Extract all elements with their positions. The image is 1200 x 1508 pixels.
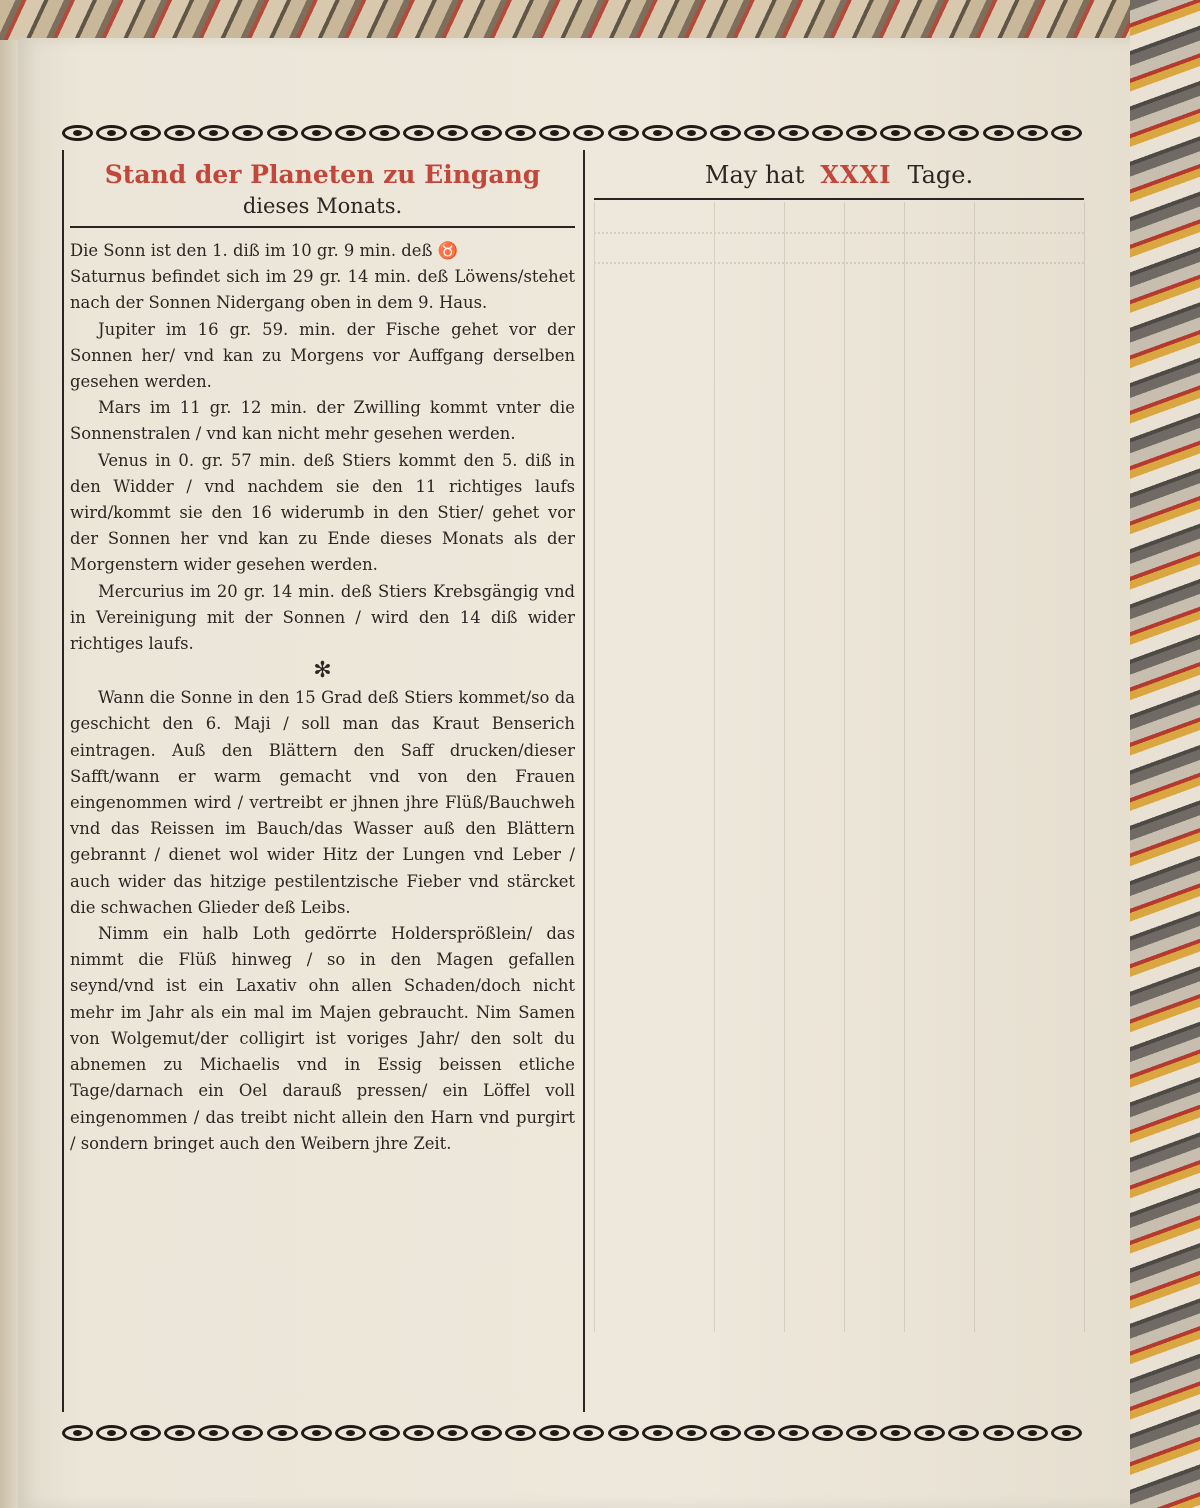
border-ornament [1017, 1425, 1048, 1441]
border-ornament [914, 125, 945, 141]
border-ornament [267, 1425, 298, 1441]
border-ornament [1051, 1425, 1082, 1441]
border-ornament [608, 1425, 639, 1441]
border-ornament [505, 1425, 536, 1441]
border-ornament [608, 125, 639, 141]
border-ornament [335, 1425, 366, 1441]
ghost-column-line [904, 202, 905, 1332]
border-ornament [778, 125, 809, 141]
border-ornament [880, 1425, 911, 1441]
border-ornament [710, 1425, 741, 1441]
border-ornament [573, 125, 604, 141]
planets-subheading: dieses Monats. [242, 194, 403, 218]
border-ornament [539, 1425, 570, 1441]
border-ornament [812, 1425, 843, 1441]
border-ornament [130, 1425, 161, 1441]
border-ornament [710, 125, 741, 141]
ornamental-border-top [62, 118, 1082, 148]
heading-rule [70, 226, 575, 228]
ghost-column-line [714, 202, 715, 1332]
month-heading-rule [594, 198, 1084, 200]
paragraph-sun: Die Sonn ist den 1. diß im 10 gr. 9 min. deß ♉ [70, 241, 459, 260]
border-ornament [539, 125, 570, 141]
border-ornament [232, 125, 263, 141]
ghost-column-line [1084, 202, 1085, 1332]
border-ornament [164, 125, 195, 141]
month-heading [594, 158, 1084, 192]
border-ornament [676, 125, 707, 141]
ornamental-border-bottom [62, 1418, 1082, 1448]
border-ornament [1017, 125, 1048, 141]
ghost-column-line [784, 202, 785, 1332]
border-ornament [130, 125, 161, 141]
border-ornament [301, 125, 332, 141]
paragraph-mars: Mars im 11 gr. 12 min. der Zwilling kommt vnter die Sonnenstralen / vnd kan nicht mehr gesehen werden. [70, 398, 575, 444]
ghost-row-line [594, 262, 1084, 264]
month-day-count: XXXI [820, 160, 892, 189]
border-ornament [437, 125, 468, 141]
border-ornament [983, 125, 1014, 141]
border-ornament [62, 125, 93, 141]
column-divider-rule [583, 150, 585, 1412]
paragraph-saturn: Saturnus befindet sich im 29 gr. 14 min. deß Löwens/stehet nach der Sonnen Nidergang oben in dem 9. Haus. [70, 267, 575, 313]
ghost-column-line [844, 202, 845, 1332]
ghost-column-line [594, 202, 595, 1332]
border-ornament [62, 1425, 93, 1441]
border-ornament [505, 125, 536, 141]
planets-text [70, 238, 575, 1157]
border-ornament [369, 1425, 400, 1441]
ghost-column-line [974, 202, 975, 1332]
paragraph-herb-benserich: Wann die Sonne in den 15 Grad deß Stiers kommet/so da geschicht den 6. Maji / soll man das Kraut Benserich eintragen. Auß den Blättern den Saff drucken/dieser Safft/wann er warm gemacht vnd von den Frauen eingenommen wird / vertreibt er jhnen jhre Flüß/Bauchweh vnd das Reissen im Bauch/das Wasser auß den Blättern gebrannt / dienet wol wider Hitz der Lungen vnd Leber / auch wider das hitzige pestilentzische Fieber vnd stärcket die schwachen Glieder deß Leibs. [70, 688, 575, 917]
show-through-table-ghost [594, 202, 1084, 1402]
border-ornament [573, 1425, 604, 1441]
border-ornament [198, 125, 229, 141]
border-ornament [335, 125, 366, 141]
border-ornament [198, 1425, 229, 1441]
border-ornament [846, 1425, 877, 1441]
section-ornament: ✻ [313, 658, 332, 684]
paragraph-herb-holder: Nimm ein halb Loth gedörrte Holdersprößlein/ das nimmt die Flüß hinweg / so in den Magen gefallen seynd/vnd ist ein Laxativ ohn allen Schaden/doch nicht mehr im Jahr als ein mal im Majen gebraucht. Nim Samen von Wolgemut/der colligirt ist voriges Jahr/ den solt du abnemen zu Michaelis vnd in Essig beissen etliche Tage/darnach ein Oel darauß pressen/ ein Löffel voll eingenommen / das treibt nicht allein den Harn vnd purgirt / sondern bringet auch den Weibern jhre Zeit. [70, 924, 575, 1153]
border-ornament [880, 125, 911, 141]
border-ornament [437, 1425, 468, 1441]
border-ornament [642, 125, 673, 141]
month-heading-right: Tage. [907, 161, 974, 189]
month-heading-left: May hat [704, 161, 805, 189]
border-ornament [403, 125, 434, 141]
border-ornament [164, 1425, 195, 1441]
border-ornament [914, 1425, 945, 1441]
border-ornament [676, 1425, 707, 1441]
paragraph-mercury: Mercurius im 20 gr. 14 min. deß Stiers Krebsgängig vnd in Vereinigung mit der Sonnen / wird den 14 diß wider richtiges laufs. [70, 581, 575, 654]
border-ornament [744, 125, 775, 141]
border-ornament [232, 1425, 263, 1441]
ghost-row-line [594, 232, 1084, 234]
paragraph-venus: Venus in 0. gr. 57 min. deß Stiers kommt den 5. diß in den Widder / vnd nachdem sie den 11 richtiges laufs wird/kommt sie den 16 widerumb in den Stier/ gehet vor der Sonnen her vnd kan zu Ende dieses Monats als der Morgenstern wider gesehen werden. [70, 450, 575, 575]
planets-column [70, 158, 575, 1398]
frame-left-rule [62, 150, 64, 1412]
border-ornament [471, 125, 502, 141]
border-ornament [948, 125, 979, 141]
border-ornament [471, 1425, 502, 1441]
border-ornament [1051, 125, 1082, 141]
border-ornament [301, 1425, 332, 1441]
border-ornament [948, 1425, 979, 1441]
calendar-column [594, 158, 1084, 1398]
border-ornament [983, 1425, 1014, 1441]
border-ornament [403, 1425, 434, 1441]
marbled-cover-right [1130, 0, 1200, 1508]
border-ornament [96, 1425, 127, 1441]
border-ornament [812, 125, 843, 141]
border-ornament [642, 1425, 673, 1441]
border-ornament [267, 125, 298, 141]
border-ornament [846, 125, 877, 141]
border-ornament [778, 1425, 809, 1441]
border-ornament [369, 125, 400, 141]
planets-heading: Stand der Planeten zu Eingang [104, 160, 541, 189]
paragraph-jupiter: Jupiter im 16 gr. 59. min. der Fische gehet vor der Sonnen her/ vnd kan zu Morgens vor Auffgang derselben gesehen werden. [70, 319, 575, 392]
border-ornament [96, 125, 127, 141]
border-ornament [744, 1425, 775, 1441]
